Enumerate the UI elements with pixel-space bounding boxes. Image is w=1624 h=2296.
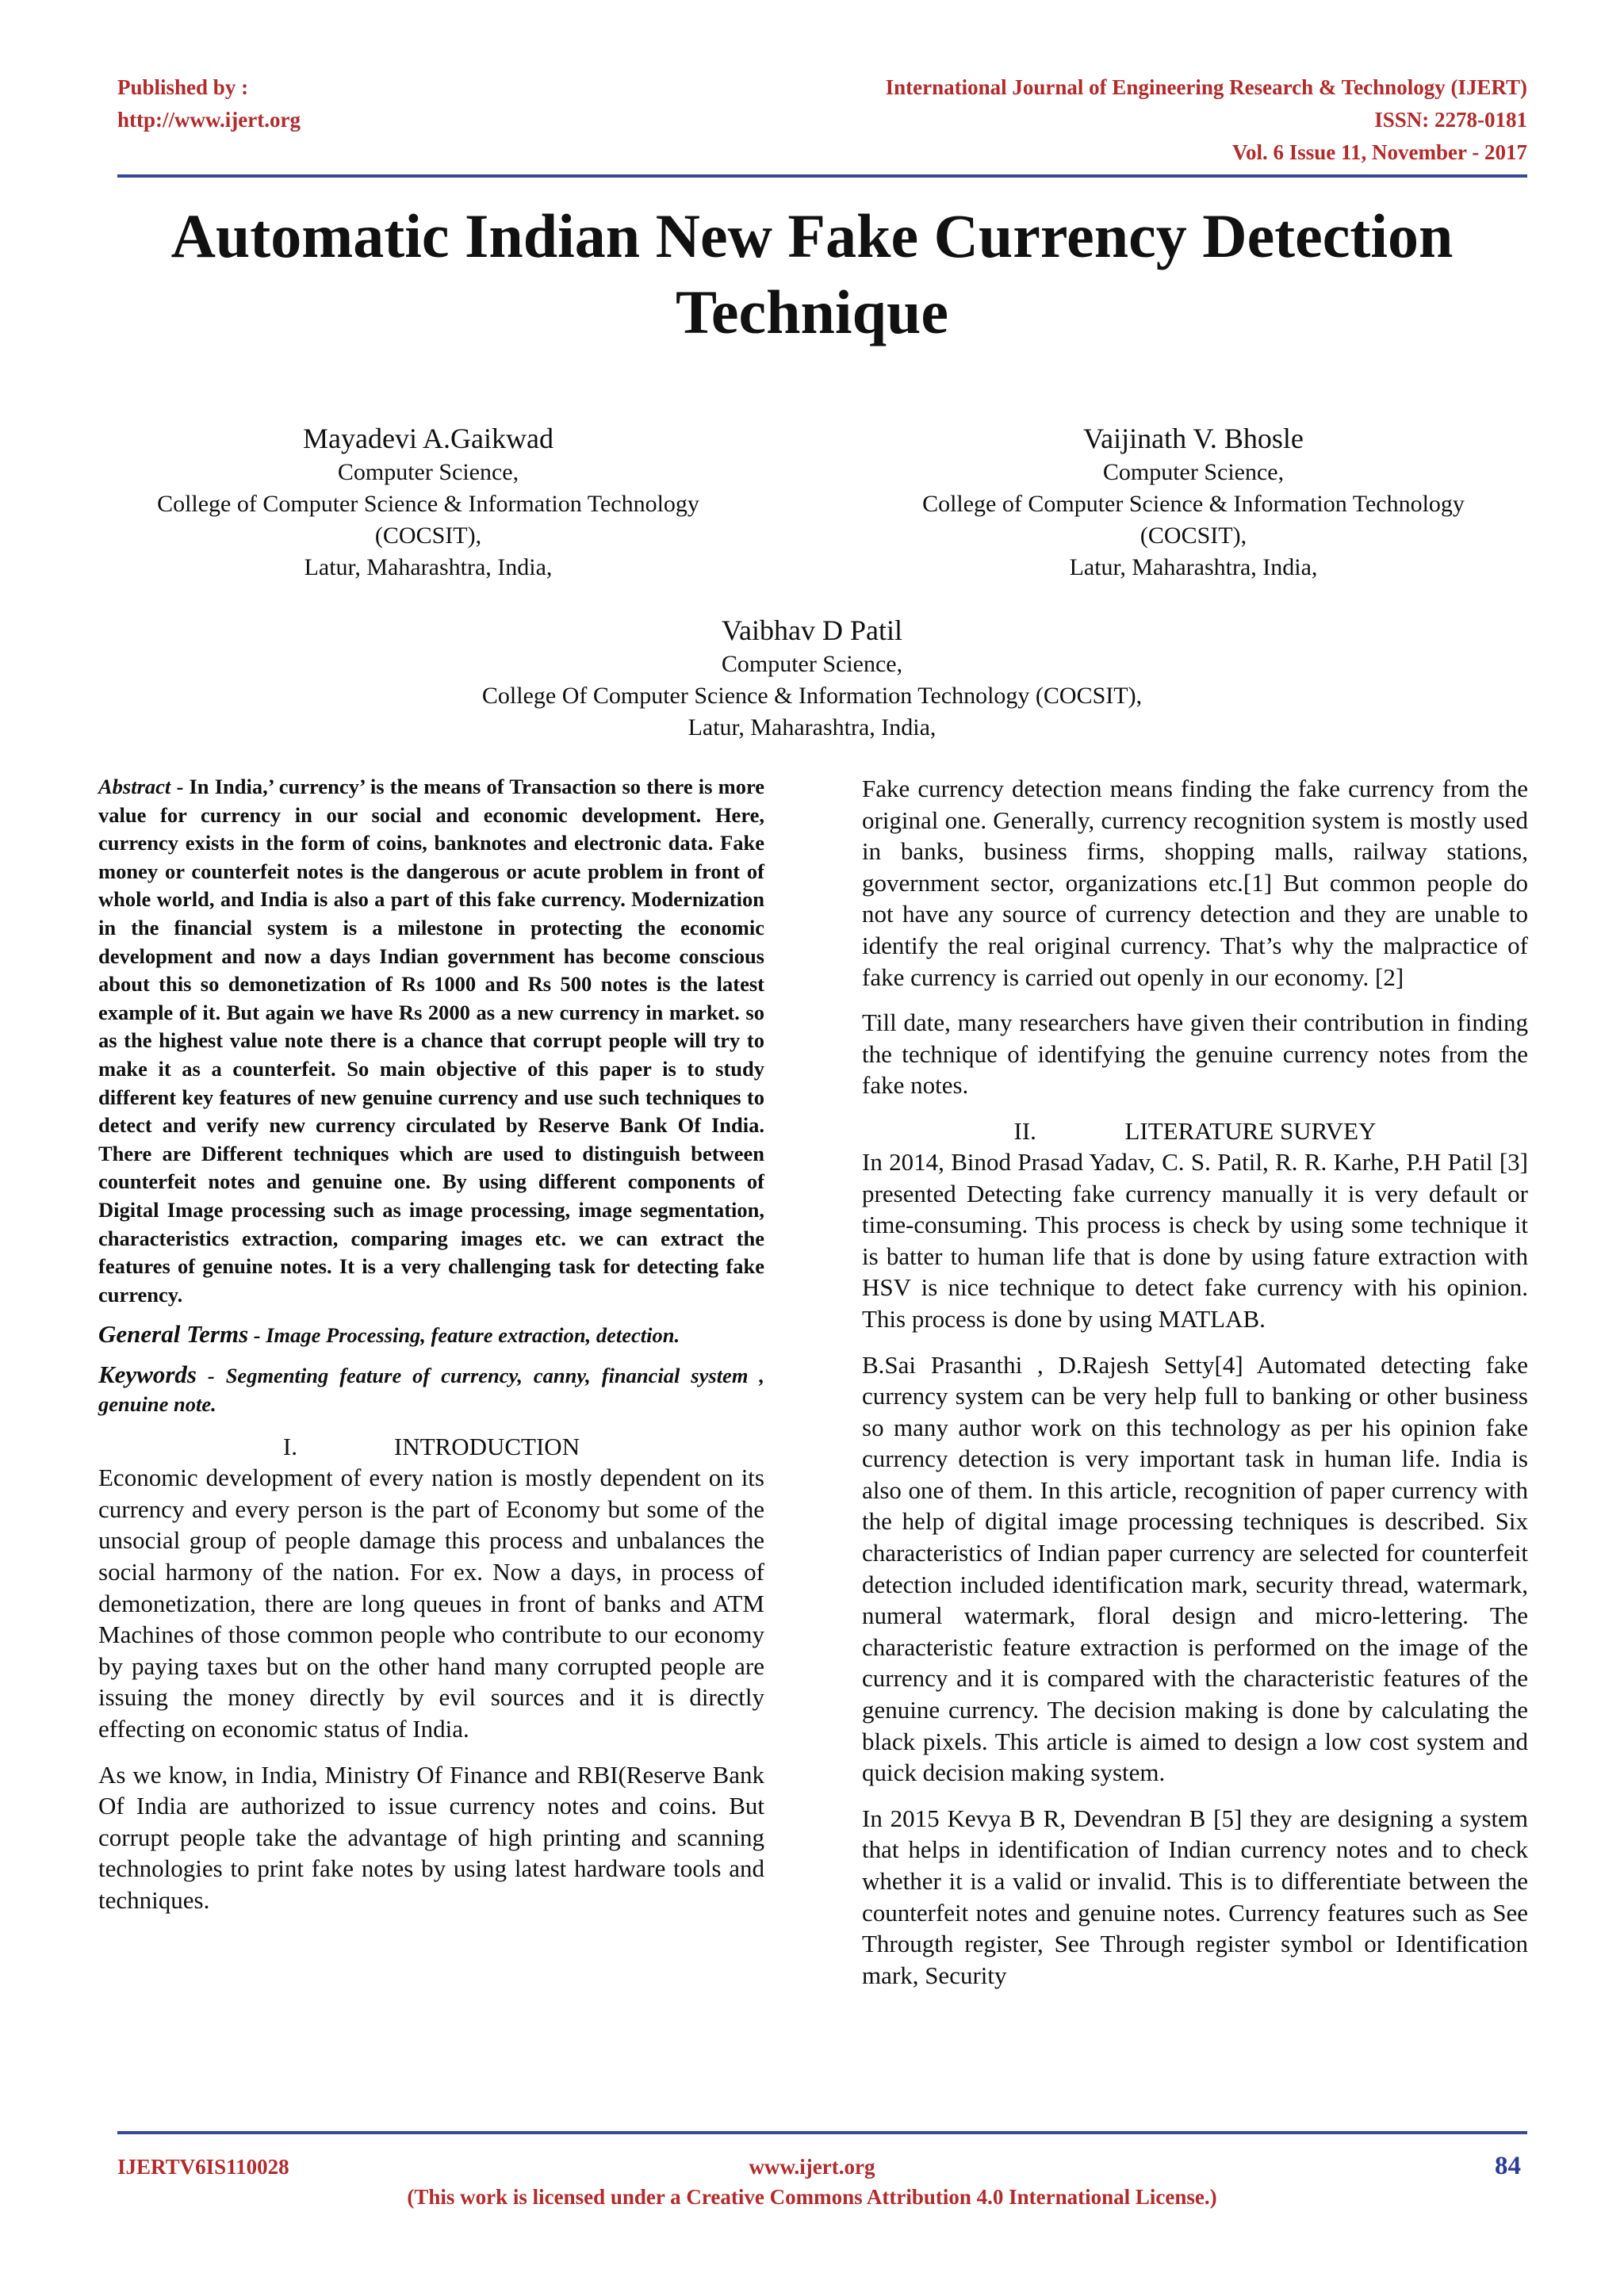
intro-paragraph-2: As we know, in India, Ministry Of Finance and RBI(Reserve Bank Of India are authorized to issue currency notes and coins. But corrupt people take the advantage of high printing and scanning technologies to print fake notes by using latest hardware tools and techniques.	[98, 1760, 764, 1914]
section-title: LITERATURE SURVEY	[1124, 1116, 1377, 1145]
volume-label: Vol. 6 Issue 11, November - 2017	[1231, 140, 1527, 164]
journal-website-link[interactable]: http://www.ijert.org	[117, 108, 301, 132]
general-terms	[98, 1320, 764, 1349]
intro-paragraph-4: Till date, many researchers have given their contribution in finding the technique of identifying the genuine currency notes from the fake notes.	[862, 1008, 1528, 1100]
keywords-label: Keywords	[98, 1360, 197, 1389]
intro-paragraph-3: Fake currency detection means finding the fake currency from the original one. Generally, currency recognition system is mostly used in banks, business firms, shopping malls, railway stations, government sector, organizations etc.[1] But common people do not have any source of currency detection and they are unable to identify the real original currency. That’s why the malpractice of fake currency is carried out openly in our economy. [2]	[862, 775, 1528, 991]
author-dept: Computer Science,	[337, 459, 519, 485]
author-location: Latur, Maharashtra, India,	[688, 714, 936, 740]
header-right	[886, 71, 1527, 169]
keywords	[98, 1360, 764, 1418]
header-left	[117, 71, 301, 136]
author-name: Mayadevi A.Gaikwad	[303, 423, 553, 454]
author-dept: Computer Science,	[1102, 459, 1285, 485]
abstract	[98, 773, 764, 1309]
literature-paragraph-2: B.Sai Prasanthi , D.Rajesh Setty[4] Automated detecting fake currency system can be very help full to banking or other business so many author work on this technology as per his opinion fake currency detection is very important task in human life. India is also one of them. In this article, recognition of paper currency with the help of digital image processing techniques is described. Six characteristics of Indian paper currency are selected for counterfeit detection included identification mark, security thread, watermark, numeral watermark, floral design and micro-lettering. The characteristic feature extraction is performed on the image of the currency and it is compared with the characteristic features of the genuine currency. The decision making is done by calculating the black pixels. This article is aimed to design a low cost system and quick decision making system.	[862, 1350, 1528, 1787]
section-title: INTRODUCTION	[393, 1433, 580, 1461]
journal-name: International Journal of Engineering Research & Technology (IJERT)	[885, 75, 1527, 99]
author-location: Latur, Maharashtra, India,	[1069, 554, 1318, 580]
author-block-3	[336, 612, 1288, 744]
author-college-abbr: (COCSIT),	[374, 522, 482, 549]
abstract-text: In India,’ currency’ is the means of Transaction so there is more value for currency in our social and economic development. Here, currency exists in the form of coins, banknotes and electronic data. Fake money or counterfeit notes is the dangerous or acute problem in front of whole world, and India is also a part of this fake currency. Modernization in the financial system is a milestone in protecting the economic development and now a days Indian government has become conscious about this so demonetization of Rs 1000 and Rs 500 notes is the latest example of it. But again we have Rs 2000 as a new currency in market. so as the highest value note there is a chance that corrupt people will try to make it as a counterfeit. So main objective of this paper is to study different key features of new genuine currency and use such techniques to detect and verify new currency circulated by Reserve Bank Of India. There are Different techniques which are used to distinguish between counterfeit notes and genuine one. By using different components of Digital Image processing such as image processing, image segmentation, characteristics extraction, comparing images etc. we can extract the features of genuine notes. It is a very challenging task for detecting fake currency.	[98, 775, 764, 1307]
published-by-label: Published by :	[117, 75, 249, 99]
literature-paragraph-3: In 2015 Kevya B R, Devendran B [5] they are designing a system that helps in identification of Indian currency notes and to check whether it is a valid or invalid. This is to differentiate between the counterfeit notes and genuine notes. Currency features such as See Througth register, See Through register symbol or Identification mark, Security	[862, 1804, 1528, 1989]
general-terms-text: - Image Processing, feature extraction, detection.	[248, 1323, 680, 1348]
paper-title-line-2: Technique	[676, 277, 948, 346]
abstract-dash: -	[170, 775, 190, 798]
right-column	[862, 773, 1528, 2005]
footer-website-link[interactable]: www.ijert.org	[749, 2155, 875, 2179]
author-block-2	[876, 420, 1511, 584]
section-number: II.	[1013, 1116, 1036, 1145]
author-college: College of Computer Science & Information Technology	[922, 491, 1465, 517]
paper-title-line-1: Automatic Indian New Fake Currency Detection	[170, 201, 1454, 270]
author-college-abbr: (COCSIT),	[1139, 522, 1247, 549]
literature-paragraph-1: In 2014, Binod Prasad Yadav, C. S. Patil, R. R. Karhe, P.H Patil [3] presented Detecting fake currency manually it is very default or time-consuming. This process is check by using some technique it is batter to human life that is done by using fature extraction with HSV is nice technique to detect fake currency with his opinion. This process is done by using MATLAB.	[862, 1147, 1528, 1333]
abstract-label: Abstract	[98, 775, 171, 798]
author-college: College Of Computer Science & Information Technology (COCSIT),	[481, 683, 1143, 709]
page-number: 84	[1495, 2152, 1521, 2180]
issn-label: ISSN: 2278-0181	[1374, 108, 1527, 132]
section-heading-introduction	[98, 1431, 764, 1462]
section-heading-literature-survey	[862, 1115, 1528, 1146]
paper-id: IJERTV6IS110028	[117, 2155, 289, 2179]
footer-rule	[117, 2131, 1527, 2134]
author-college: College of Computer Science & Information Technology	[157, 491, 699, 517]
author-dept: Computer Science,	[721, 651, 903, 677]
left-column	[98, 773, 764, 1931]
author-location: Latur, Maharashtra, India,	[304, 554, 553, 580]
license-notice: (This work is licensed under a Creative Commons Attribution 4.0 International License.)	[407, 2185, 1217, 2209]
intro-paragraph-1: Economic development of every nation is mostly dependent on its currency and every person is the part of Economy but some of the unsocial group of people damage this process and unbalances the social harmony of the nation. For ex. Now a days, in process of demonetization, there are long queues in front of banks and ATM Machines of those common people who contribute to our economy by paying taxes but on the other hand many corrupted people are issuing the money directly by evil sources and it is directly effecting on economic status of India.	[98, 1464, 764, 1743]
header-rule	[117, 174, 1527, 178]
section-number: I.	[282, 1433, 297, 1461]
author-name: Vaibhav D Patil	[722, 614, 902, 646]
author-name: Vaijinath V. Bhosle	[1083, 423, 1304, 454]
paper-title	[79, 198, 1545, 350]
general-terms-label: General Terms	[98, 1320, 249, 1349]
keywords-text: - Segmenting feature of currency, canny, financial system , genuine note.	[98, 1364, 764, 1417]
author-block-1	[111, 420, 745, 584]
